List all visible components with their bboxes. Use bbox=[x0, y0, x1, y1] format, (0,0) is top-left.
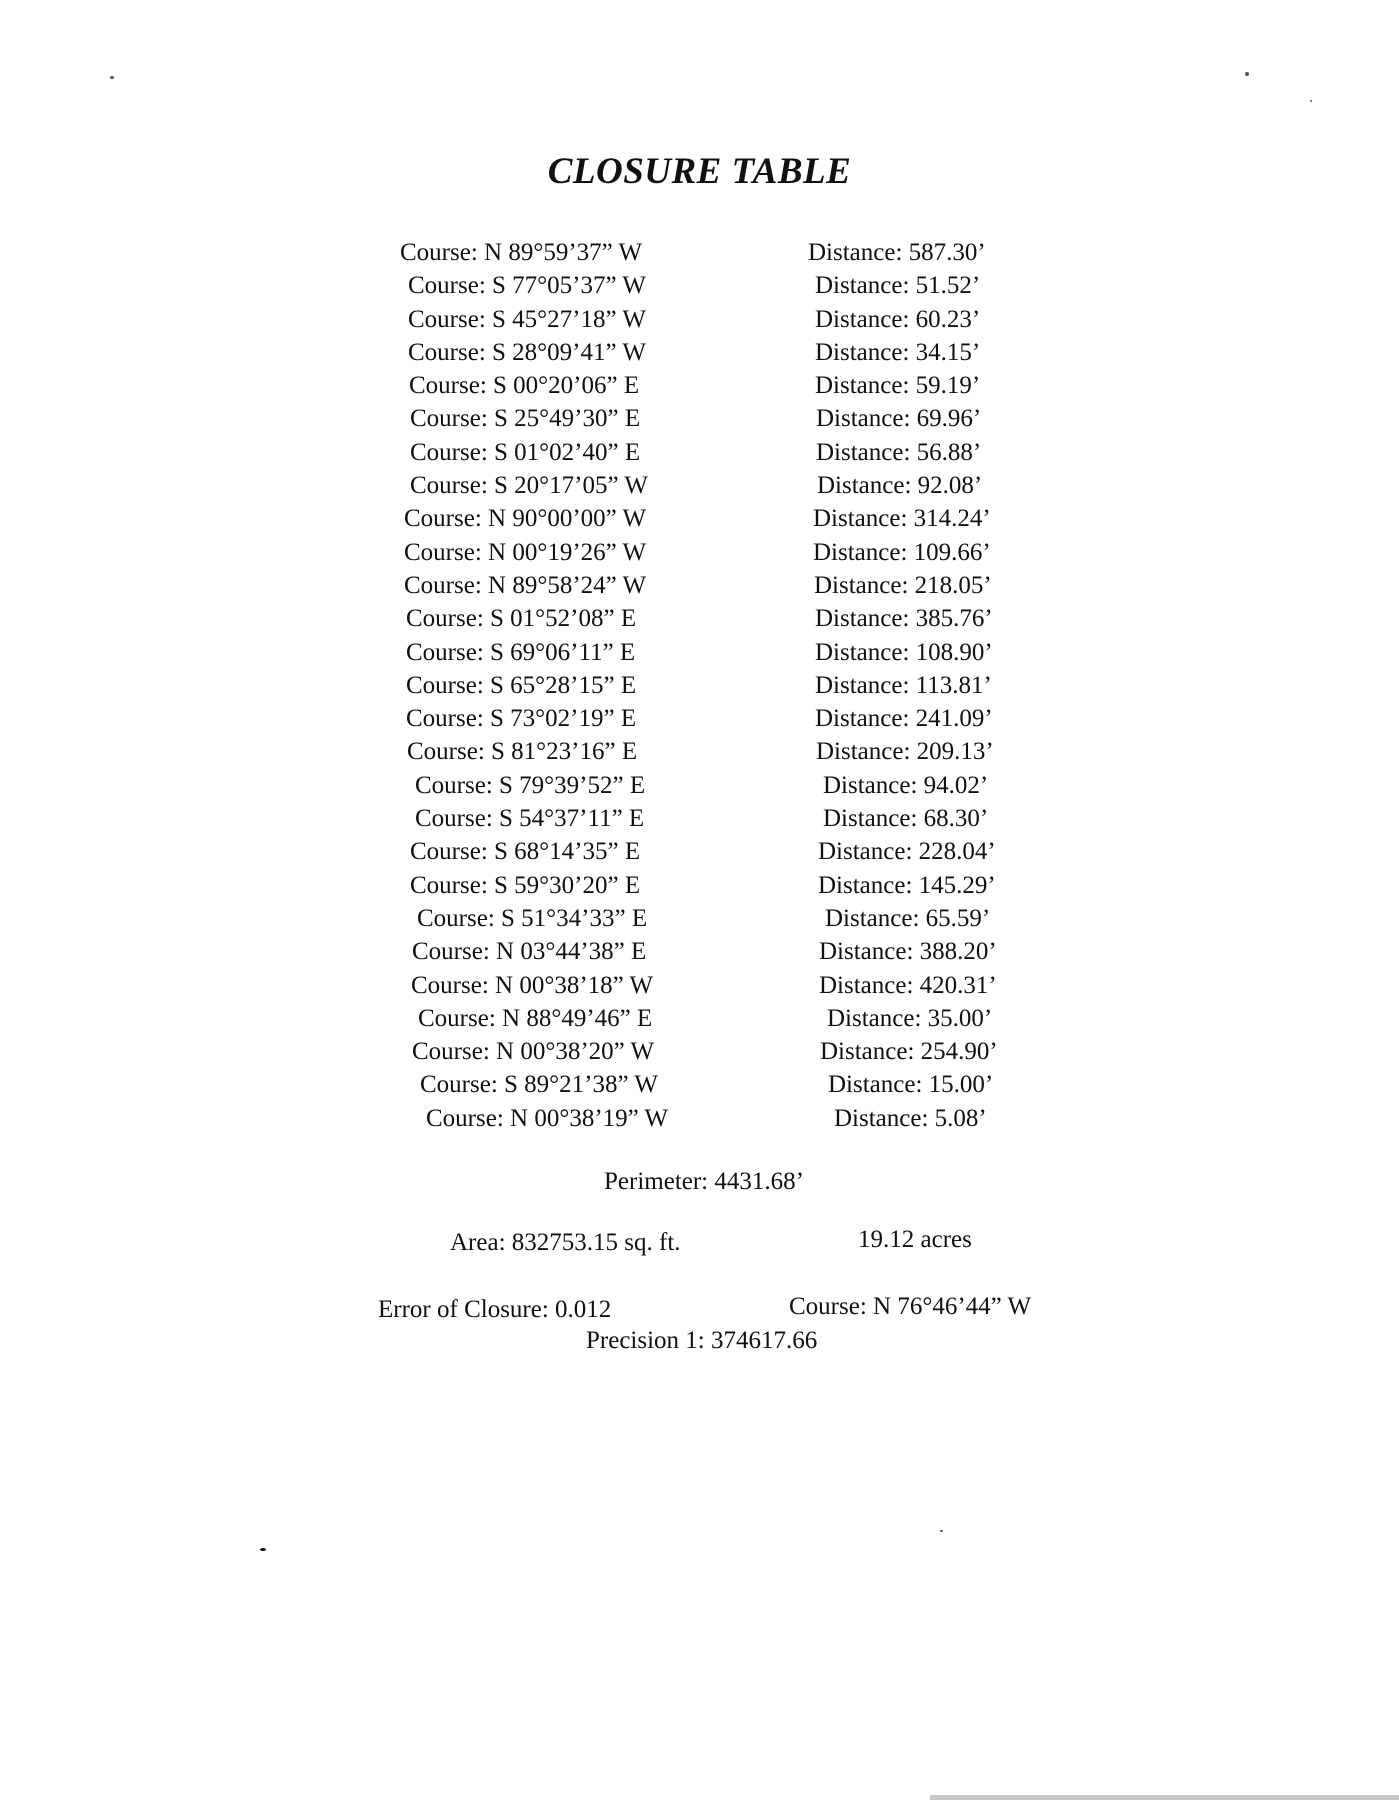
scan-edge bbox=[930, 1795, 1399, 1800]
document-title: CLOSURE TABLE bbox=[547, 151, 852, 192]
scan-speck bbox=[940, 1530, 943, 1532]
distance-cell: Distance: 241.09’ bbox=[815, 705, 993, 733]
course-cell: Course: S 51°34’33” E bbox=[417, 904, 648, 932]
course-cell: Course: S 28°09’41” W bbox=[408, 338, 646, 366]
course-cell: Course: S 73°02’19” E bbox=[406, 705, 637, 733]
distance-cell: Distance: 34.15’ bbox=[815, 338, 981, 366]
course-cell: Course: N 89°59’37” W bbox=[400, 239, 643, 266]
table-row bbox=[0, 1002, 1399, 1035]
table-row bbox=[0, 802, 1399, 835]
course-cell: Course: N 00°19’26” W bbox=[404, 538, 647, 566]
course-cell: Course: S 00°20’06” E bbox=[409, 372, 640, 400]
distance-cell: Distance: 35.00’ bbox=[827, 1004, 993, 1032]
course-cell: Course: S 81°23’16” E bbox=[407, 738, 638, 766]
table-row bbox=[0, 602, 1399, 635]
table-row bbox=[0, 769, 1399, 802]
distance-cell: Distance: 420.31’ bbox=[819, 971, 997, 999]
distance-cell: Distance: 113.81’ bbox=[815, 671, 992, 699]
course-cell: Course: S 68°14’35” E bbox=[410, 838, 641, 866]
course-cell: Course: S 45°27’18” W bbox=[408, 305, 646, 333]
table-row bbox=[0, 835, 1399, 868]
distance-cell: Distance: 69.96’ bbox=[816, 405, 982, 433]
distance-cell: Distance: 209.13’ bbox=[816, 738, 994, 766]
closure-course: Course: N 76°46’44” W bbox=[789, 1293, 1032, 1320]
distance-cell: Distance: 60.23’ bbox=[815, 305, 981, 333]
precision-value: Precision 1: 374617.66 bbox=[586, 1327, 818, 1354]
table-row bbox=[0, 735, 1399, 768]
table-row bbox=[0, 1035, 1399, 1068]
table-row bbox=[0, 969, 1399, 1002]
distance-cell: Distance: 59.19’ bbox=[815, 372, 981, 400]
course-cell: Course: N 03°44’38” E bbox=[412, 938, 647, 966]
distance-cell: Distance: 5.08’ bbox=[834, 1104, 987, 1132]
closure-table bbox=[0, 236, 1399, 1135]
distance-cell: Distance: 94.02’ bbox=[823, 771, 989, 799]
table-row bbox=[0, 303, 1399, 336]
distance-cell: Distance: 218.05’ bbox=[814, 571, 992, 599]
scan-speck bbox=[1310, 100, 1312, 102]
course-cell: Course: S 20°17’05” W bbox=[410, 472, 648, 500]
scan-speck bbox=[1245, 72, 1249, 76]
distance-cell: Distance: 51.52’ bbox=[815, 272, 981, 300]
acres-value: 19.12 acres bbox=[858, 1226, 972, 1253]
table-row bbox=[0, 569, 1399, 602]
course-cell: Course: S 77°05’37” W bbox=[408, 272, 646, 300]
course-cell: Course: S 89°21’38” W bbox=[420, 1071, 658, 1099]
table-row bbox=[0, 336, 1399, 369]
table-row bbox=[0, 502, 1399, 535]
table-row bbox=[0, 869, 1399, 902]
distance-cell: Distance: 65.59’ bbox=[825, 904, 991, 932]
table-row bbox=[0, 236, 1399, 269]
table-row bbox=[0, 902, 1399, 935]
table-row bbox=[0, 1068, 1399, 1101]
course-cell: Course: N 90°00’00” W bbox=[404, 505, 647, 533]
distance-cell: Distance: 254.90’ bbox=[820, 1038, 998, 1066]
table-row bbox=[0, 669, 1399, 702]
course-cell: Course: S 25°49’30” E bbox=[410, 405, 641, 433]
perimeter-value: Perimeter: 4431.68’ bbox=[604, 1168, 804, 1195]
distance-cell: Distance: 385.76’ bbox=[815, 605, 993, 633]
distance-cell: Distance: 228.04’ bbox=[818, 838, 996, 866]
distance-cell: Distance: 108.90’ bbox=[815, 638, 993, 666]
course-cell: Course: N 89°58’24” W bbox=[404, 571, 647, 599]
course-cell: Course: N 00°38’19” W bbox=[426, 1104, 669, 1132]
distance-cell: Distance: 388.20’ bbox=[819, 938, 997, 966]
distance-cell: Distance: 314.24’ bbox=[813, 505, 991, 533]
table-row bbox=[0, 269, 1399, 302]
course-cell: Course: N 00°38’18” W bbox=[411, 971, 654, 999]
course-cell: Course: S 01°52’08” E bbox=[406, 605, 637, 633]
table-row bbox=[0, 402, 1399, 435]
distance-cell: Distance: 68.30’ bbox=[823, 805, 989, 833]
course-cell: Course: S 54°37’11” E bbox=[415, 805, 645, 833]
course-cell: Course: S 65°28’15” E bbox=[406, 671, 637, 699]
distance-cell: Distance: 145.29’ bbox=[818, 871, 996, 899]
scan-speck bbox=[260, 1548, 266, 1551]
course-cell: Course: N 88°49’46” E bbox=[418, 1004, 653, 1032]
distance-cell: Distance: 587.30’ bbox=[808, 239, 986, 266]
distance-cell: Distance: 15.00’ bbox=[828, 1071, 994, 1099]
course-cell: Course: S 69°06’11” E bbox=[406, 638, 636, 666]
distance-cell: Distance: 56.88’ bbox=[816, 438, 982, 466]
course-cell: Course: S 79°39’52” E bbox=[415, 771, 646, 799]
distance-cell: Distance: 109.66’ bbox=[813, 538, 991, 566]
distance-cell: Distance: 92.08’ bbox=[817, 472, 983, 500]
table-row bbox=[0, 436, 1399, 469]
error-of-closure: Error of Closure: 0.012 bbox=[378, 1296, 612, 1323]
course-cell: Course: N 00°38’20” W bbox=[412, 1038, 655, 1066]
course-cell: Course: S 01°02’40” E bbox=[410, 438, 641, 466]
area-value: Area: 832753.15 sq. ft. bbox=[450, 1229, 681, 1256]
table-row bbox=[0, 1102, 1399, 1135]
course-cell: Course: S 59°30’20” E bbox=[410, 871, 641, 899]
table-row bbox=[0, 935, 1399, 968]
table-row bbox=[0, 536, 1399, 569]
table-row bbox=[0, 469, 1399, 502]
table-row bbox=[0, 702, 1399, 735]
table-row bbox=[0, 636, 1399, 669]
table-row bbox=[0, 369, 1399, 402]
scan-speck bbox=[110, 76, 114, 79]
